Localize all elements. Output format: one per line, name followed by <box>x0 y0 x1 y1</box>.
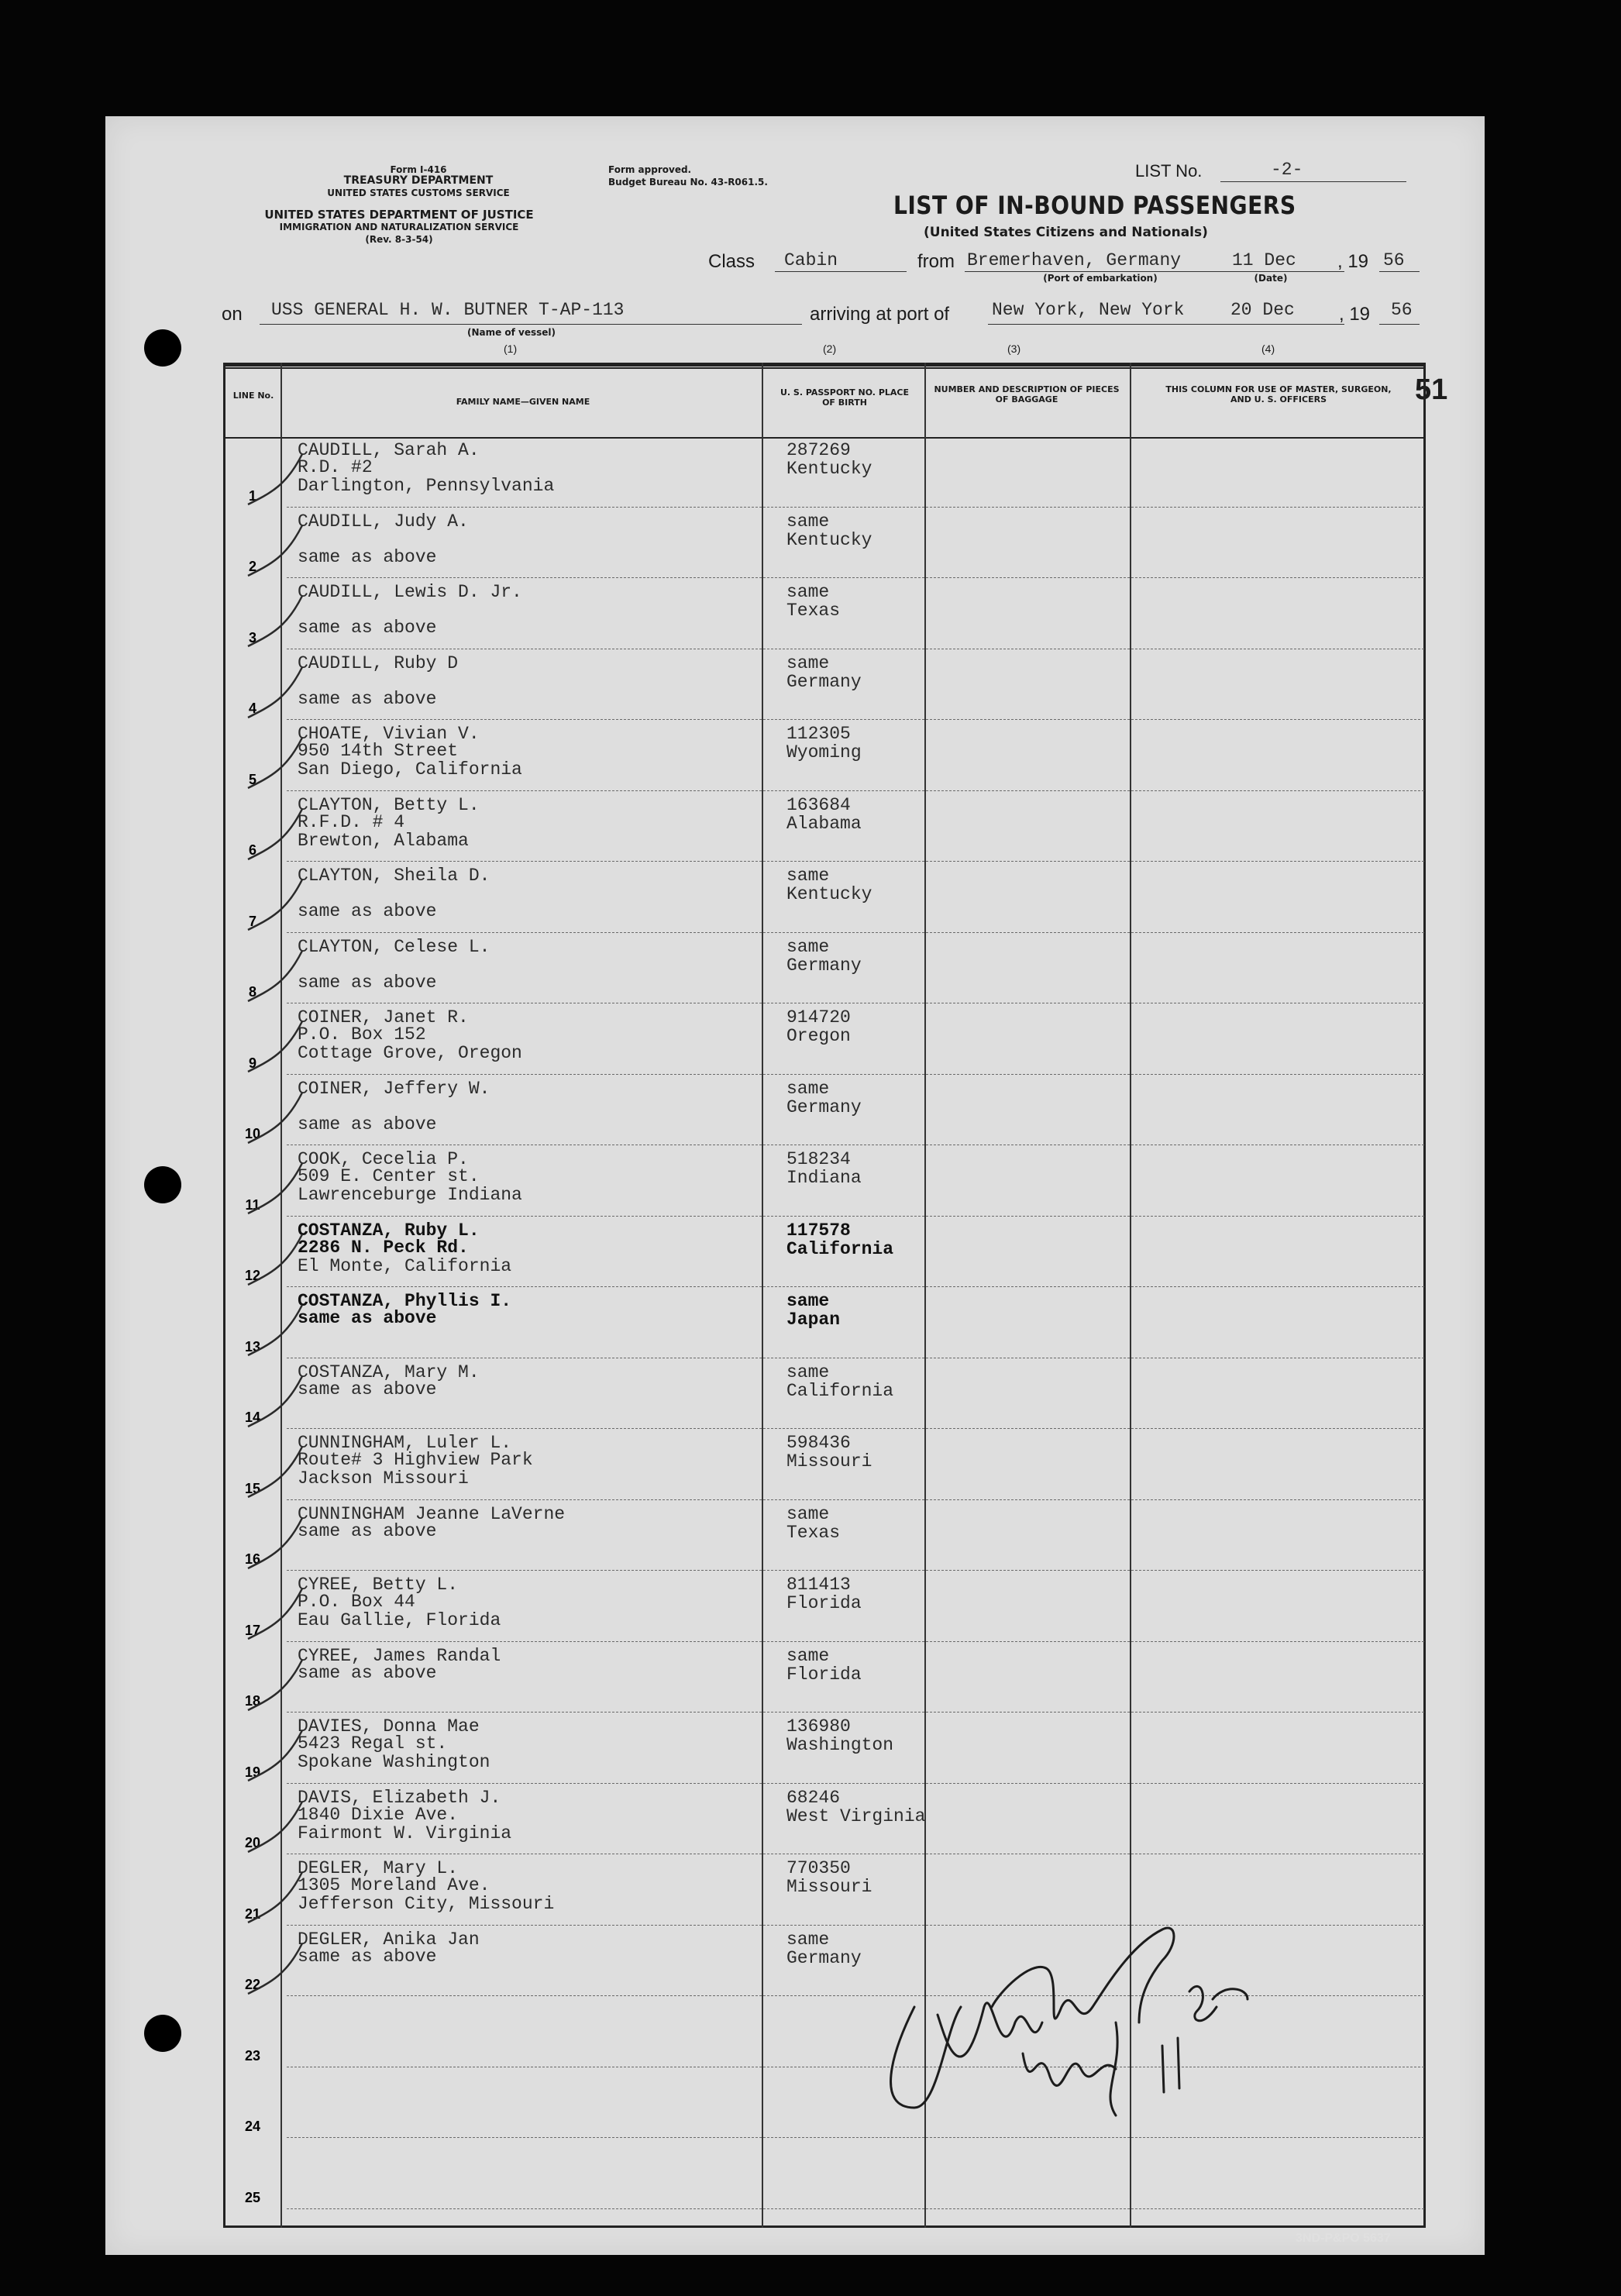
class-label: Class <box>708 251 755 272</box>
line-number: 14 <box>244 1410 261 1425</box>
col-num-2: (2) <box>823 343 837 355</box>
address-line-2: same as above <box>298 901 437 921</box>
address-line-2: Jackson Missouri <box>298 1468 469 1489</box>
passport-number: same <box>786 1078 830 1099</box>
check-mark <box>232 1014 325 1083</box>
passenger-name: CLAYTON, Sheila D. <box>298 866 490 886</box>
address-line-1: same as above <box>298 1520 437 1541</box>
passport-number: 914720 <box>786 1007 851 1028</box>
col-num-4: (4) <box>1261 343 1275 355</box>
line-number: 13 <box>244 1338 261 1355</box>
address-line-2: Darlington, Pennsylvania <box>298 476 555 496</box>
place-of-birth: Missouri <box>786 1877 872 1897</box>
place-of-birth: Germany <box>786 955 862 976</box>
place-of-birth: Texas <box>786 1522 841 1543</box>
check-mark <box>232 588 325 658</box>
passenger-name: CUNNINGHAM, Luler L. <box>298 1433 512 1453</box>
place-of-birth: Kentucky <box>786 459 872 479</box>
passenger-name: CAUDILL, Sarah A. <box>298 440 480 460</box>
line-number: 16 <box>244 1551 261 1567</box>
address-line-1: P.O. Box 44 <box>298 1592 415 1612</box>
place-of-birth: Alabama <box>786 813 862 834</box>
row-rule <box>287 577 1424 578</box>
check-mark <box>232 730 325 800</box>
justice-dept: UNITED STATES DEPARTMENT OF JUSTICE <box>264 208 534 222</box>
vessel-name: USS GENERAL H. W. BUTNER T-AP-113 <box>271 300 625 320</box>
officer-signature <box>883 1914 1286 2146</box>
passenger-name: CAUDILL, Judy A. <box>298 511 469 532</box>
ins: IMMIGRATION AND NATURALIZATION SERVICE <box>279 222 519 232</box>
address-line-1: 950 14th Street <box>298 741 459 761</box>
place-of-birth: Wyoming <box>786 742 862 762</box>
col-num-3: (3) <box>1007 343 1021 355</box>
passport-number: same <box>786 936 830 957</box>
address-line-2: same as above <box>298 546 437 567</box>
line-number: 18 <box>244 1693 261 1709</box>
check-mark <box>232 659 325 729</box>
passenger-name: CAUDILL, Lewis D. Jr. <box>298 582 522 602</box>
address-line-2: Cottage Grove, Oregon <box>298 1043 522 1063</box>
from-underline <box>965 271 1344 272</box>
address-line-1: 2286 N. Peck Rd. <box>298 1237 469 1258</box>
check-mark <box>232 1439 325 1509</box>
check-mark <box>232 1297 325 1367</box>
check-mark <box>232 518 325 587</box>
check-mark <box>232 1155 325 1225</box>
passport-number: 112305 <box>786 724 851 744</box>
passenger-name: COSTANZA, Mary M. <box>298 1361 480 1382</box>
year1-underline <box>1379 271 1420 272</box>
check-mark <box>232 872 325 941</box>
passport-number: same <box>786 511 830 532</box>
place-of-birth: Washington <box>786 1735 894 1755</box>
list-no: -2- <box>1271 160 1303 180</box>
line-number: 2 <box>248 559 256 574</box>
line-number: 17 <box>244 1622 261 1638</box>
passenger-name: CYREE, Betty L. <box>298 1575 459 1595</box>
arrival-port: New York, New York <box>992 300 1185 320</box>
place-of-birth: Kentucky <box>786 529 872 550</box>
address-line-1: R.F.D. # 4 <box>298 811 405 832</box>
embark-port: Bremerhaven, Germany <box>967 250 1182 270</box>
col-divider <box>762 363 763 2228</box>
passenger-name: CLAYTON, Celese L. <box>298 936 490 957</box>
document-subtitle: (United States Citizens and Nationals) <box>924 225 1208 240</box>
year2-prefix: , 19 <box>1339 304 1371 325</box>
col-passport: U. S. PASSPORT NO. PLACE OF BIRTH <box>780 387 909 408</box>
place-of-birth: West Virginia <box>786 1805 926 1826</box>
row-rule <box>287 1428 1424 1429</box>
passenger-name: DEGLER, Mary L. <box>298 1858 459 1878</box>
address-line-1: Route# 3 Highview Park <box>298 1450 533 1470</box>
row-rule <box>287 1641 1424 1642</box>
passport-number: same <box>786 1503 830 1524</box>
line-number: 6 <box>248 842 256 858</box>
check-mark <box>232 1510 325 1580</box>
address-line-1: 509 E. Center st. <box>298 1166 480 1186</box>
row-rule <box>287 1783 1424 1784</box>
passenger-name: CLAYTON, Betty L. <box>298 794 480 815</box>
line-number: 15 <box>244 1480 261 1496</box>
address-line-2: Lawrenceburge Indiana <box>298 1185 522 1205</box>
address-line-2: El Monte, California <box>298 1255 512 1276</box>
line-number: 5 <box>248 771 256 787</box>
address-line-1: same as above <box>298 1379 437 1399</box>
row-rule <box>287 790 1424 791</box>
place-of-birth: Kentucky <box>786 884 872 904</box>
place-of-birth: Oregon <box>786 1026 851 1046</box>
passport-number: 770350 <box>786 1858 851 1878</box>
passenger-name: COSTANZA, Ruby L. <box>298 1220 480 1241</box>
passport-number: 811413 <box>786 1575 851 1595</box>
arriving-label: arriving at port of <box>810 304 950 325</box>
line-number: 21 <box>244 1905 261 1922</box>
year1-prefix: , 19 <box>1337 251 1369 272</box>
passport-number: 518234 <box>786 1149 851 1169</box>
passport-number: same <box>786 1361 830 1382</box>
line-number: 10 <box>244 1126 261 1141</box>
passport-number: same <box>786 866 830 886</box>
place-of-birth: Indiana <box>786 1168 862 1188</box>
table-top-rule <box>223 367 1426 369</box>
line-number: 9 <box>248 1055 256 1071</box>
row-rule <box>287 1712 1424 1713</box>
passenger-name: DAVIES, Donna Mae <box>298 1716 480 1737</box>
list-no-line <box>1220 181 1406 182</box>
address-line-2: same as above <box>298 618 437 638</box>
page-number: 51 <box>1415 373 1448 406</box>
address-line-1: same as above <box>298 1946 437 1967</box>
on-label: on <box>222 304 243 325</box>
check-mark <box>232 943 325 1013</box>
address-line-1: 1305 Moreland Ave. <box>298 1875 490 1895</box>
passenger-name: CAUDILL, Ruby D <box>298 652 459 673</box>
check-mark <box>232 1085 325 1155</box>
check-mark <box>232 1652 325 1722</box>
address-line-1: P.O. Box 152 <box>298 1024 426 1045</box>
from-label: from <box>917 251 955 272</box>
customs-service: UNITED STATES CUSTOMS SERVICE <box>327 188 510 198</box>
line-number: 7 <box>248 913 256 929</box>
col-baggage: NUMBER AND DESCRIPTION OF PIECES OF BAGGAGE <box>934 384 1120 404</box>
passport-number: 598436 <box>786 1433 851 1453</box>
line-number: 24 <box>244 2119 261 2134</box>
col-officers: THIS COLUMN FOR USE OF MASTER, SURGEON, AND U. S. OFFICERS <box>1165 384 1392 404</box>
place-of-birth: Germany <box>786 1096 862 1117</box>
treasury-dept: TREASURY DEPARTMENT <box>343 174 494 187</box>
line-number: 3 <box>248 629 256 645</box>
address-line-2: San Diego, California <box>298 759 522 780</box>
place-of-birth: Germany <box>786 671 862 692</box>
row-rule <box>287 2208 1424 2209</box>
address-line-2: Spokane Washington <box>298 1752 490 1772</box>
place-of-birth: Germany <box>786 1947 862 1968</box>
passport-number: same <box>786 652 830 673</box>
row-rule <box>287 1499 1424 1500</box>
check-mark <box>232 1227 325 1296</box>
date-caption: (Date) <box>1254 273 1288 284</box>
check-mark <box>232 1794 325 1864</box>
passenger-name: CUNNINGHAM Jeanne LaVerne <box>298 1503 566 1524</box>
passport-number: same <box>786 582 830 602</box>
passport-number: 68246 <box>786 1787 841 1808</box>
budget-bureau: Budget Bureau No. 43-R061.5. <box>608 177 768 188</box>
punch-hole <box>144 329 181 367</box>
address-line-2: Jefferson City, Missouri <box>298 1894 555 1914</box>
row-rule <box>287 1074 1424 1075</box>
line-number: 1 <box>248 487 256 504</box>
form-approved: Form approved. <box>608 164 692 175</box>
row-rule <box>287 507 1424 508</box>
line-number: 8 <box>248 984 256 1000</box>
row-rule <box>287 861 1424 862</box>
address-line-1: 1840 Dixie Ave. <box>298 1804 459 1825</box>
row-rule <box>287 719 1424 720</box>
line-number: 20 <box>244 1835 261 1850</box>
list-no-label: LIST No. <box>1135 161 1203 181</box>
passenger-name: COINER, Janet R. <box>298 1007 469 1028</box>
passport-number: 287269 <box>786 440 851 460</box>
port-caption: (Port of embarkation) <box>1043 273 1158 284</box>
footer-code: 3ND-P&PO 5637 <box>1296 2232 1391 2245</box>
place-of-birth: California <box>786 1380 894 1401</box>
punch-hole <box>144 2015 181 2052</box>
class-underline <box>775 271 907 272</box>
place-of-birth: Florida <box>786 1593 862 1613</box>
place-of-birth: Japan <box>786 1310 841 1330</box>
address-line-2: Fairmont W. Virginia <box>298 1823 512 1843</box>
check-mark <box>232 446 325 516</box>
passenger-name: COSTANZA, Phyllis I. <box>298 1291 512 1311</box>
address-line-1: 5423 Regal st. <box>298 1733 448 1754</box>
line-number: 12 <box>244 1268 261 1283</box>
passenger-name: COINER, Jeffery W. <box>298 1078 490 1099</box>
passport-number: same <box>786 1291 830 1311</box>
row-rule <box>287 1216 1424 1217</box>
address-line-1: R.D. #2 <box>298 457 373 477</box>
place-of-birth: Missouri <box>786 1451 872 1472</box>
check-mark <box>232 1581 325 1651</box>
arrival-underline <box>988 324 1344 325</box>
address-line-2: same as above <box>298 972 437 993</box>
vessel-caption: (Name of vessel) <box>466 327 556 338</box>
form-number: Form I-416 <box>390 164 447 175</box>
passport-number: 136980 <box>786 1716 851 1737</box>
check-mark <box>232 1864 325 1934</box>
place-of-birth: Texas <box>786 601 841 621</box>
passenger-name: CYREE, James Randal <box>298 1645 501 1666</box>
row-rule <box>287 932 1424 933</box>
line-number: 4 <box>248 701 256 716</box>
time-annotation: 11 40 PM <box>1178 1999 1181 2000</box>
passenger-name: DAVIS, Elizabeth J. <box>298 1787 501 1808</box>
arrival-date: 20 Dec <box>1230 300 1295 320</box>
passport-number: same <box>786 1645 830 1666</box>
embark-year: 56 <box>1383 250 1405 270</box>
address-line-2: same as above <box>298 688 437 709</box>
row-rule <box>287 1570 1424 1571</box>
place-of-birth: California <box>786 1238 894 1259</box>
address-line-2: Brewton, Alabama <box>298 830 469 851</box>
passenger-name: CHOATE, Vivian V. <box>298 724 480 744</box>
passport-number: 163684 <box>786 794 851 815</box>
class-value: Cabin <box>784 250 838 270</box>
address-line-1: same as above <box>298 1308 437 1328</box>
check-mark <box>232 1936 325 2005</box>
header-rule <box>223 437 1426 439</box>
line-number: 22 <box>244 1977 261 1992</box>
revision: (Rev. 8-3-54) <box>365 234 433 245</box>
document-title: LIST OF IN-BOUND PASSENGERS <box>893 191 1296 220</box>
arrival-year: 56 <box>1391 300 1413 320</box>
check-mark <box>232 801 325 871</box>
passenger-name: DEGLER, Anika Jan <box>298 1929 480 1950</box>
address-line-2: same as above <box>298 1114 437 1134</box>
embark-date: 11 Dec <box>1232 250 1296 270</box>
punch-hole <box>144 1166 181 1203</box>
place-of-birth: Florida <box>786 1664 862 1685</box>
line-number: 25 <box>244 2189 261 2205</box>
year2-underline <box>1379 324 1420 325</box>
passport-number: 117578 <box>786 1220 851 1241</box>
line-number: 19 <box>244 1764 261 1780</box>
col-line-no: LINE No. <box>232 391 274 401</box>
line-number: 11 <box>245 1196 260 1213</box>
passport-number: same <box>786 1929 830 1950</box>
row-rule <box>287 1286 1424 1287</box>
col-num-1: (1) <box>504 343 518 355</box>
address-line-2: Eau Gallie, Florida <box>298 1610 501 1630</box>
check-mark <box>232 1723 325 1792</box>
line-number: 23 <box>244 2047 261 2064</box>
passenger-name: COOK, Cecelia P. <box>298 1149 469 1169</box>
vessel-underline <box>260 324 802 325</box>
col-name: FAMILY NAME—GIVEN NAME <box>456 397 590 407</box>
check-mark <box>232 1368 325 1438</box>
address-line-1: same as above <box>298 1662 437 1683</box>
